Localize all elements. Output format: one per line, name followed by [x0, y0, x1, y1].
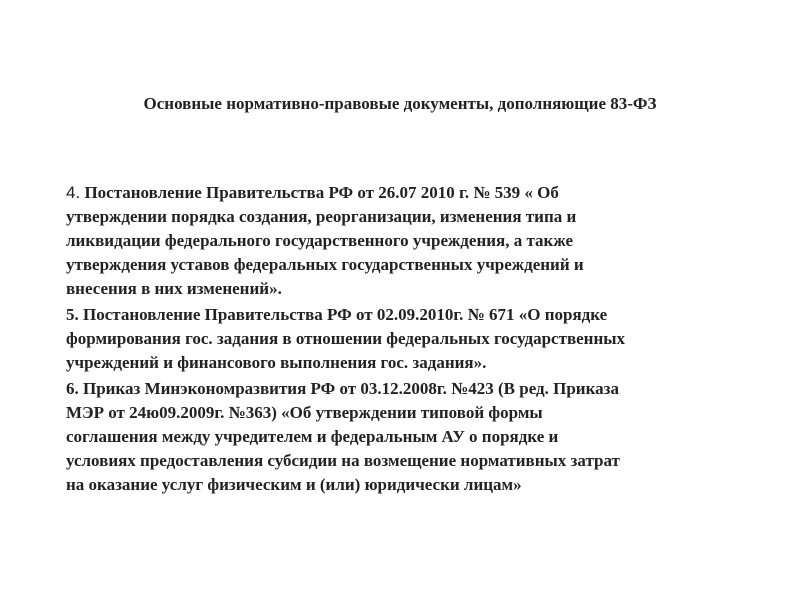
list-item-line: ликвидации федерального государственного учреждения, а также	[66, 231, 573, 250]
list-item-line: соглашения между учредителем и федеральным АУ о порядке и	[66, 427, 559, 446]
list-item-text: Постановление Правительства РФ от 02.09.2010г. № 671 «О порядке	[83, 305, 608, 324]
list-item-number: 6.	[66, 379, 79, 398]
list-item-line: на оказание услуг физическим и (или) юридически лицам»	[66, 475, 522, 494]
page-title: Основные нормативно-правовые документы, дополняющие 83-ФЗ	[143, 94, 657, 113]
list-item-line: учреждений и финансового выполнения гос. задания».	[66, 353, 487, 372]
list-item-number: 4.	[66, 183, 81, 202]
list-item-line: утверждении порядка создания, реорганизации, изменения типа и	[66, 207, 577, 226]
document-list	[66, 181, 766, 499]
list-item-line: МЭР от 24ю09.2009г. №363) «Об утверждении типовой формы	[66, 403, 543, 422]
list-item-text: Постановление Правительства РФ от 26.07 2010 г. № 539 « Об	[84, 183, 559, 202]
list-item-line: внесения в них изменений».	[66, 279, 282, 298]
list-item-line: условиях предоставления субсидии на возмещение нормативных затрат	[66, 451, 620, 470]
list-item-line	[66, 377, 766, 401]
list-item-line: утверждения уставов федеральных государственных учреждений и	[66, 255, 584, 274]
list-item-5	[66, 303, 766, 375]
list-item-6	[66, 377, 766, 497]
list-item-line	[66, 181, 766, 205]
list-item-number: 5.	[66, 305, 79, 324]
list-item-text: Приказ Минэкономразвития РФ от 03.12.2008г. №423 (В ред. Приказа	[83, 379, 619, 398]
list-item-line	[66, 303, 766, 327]
list-item-line: формирования гос. задания в отношении федеральных государственных	[66, 329, 626, 348]
list-item-4	[66, 181, 766, 301]
